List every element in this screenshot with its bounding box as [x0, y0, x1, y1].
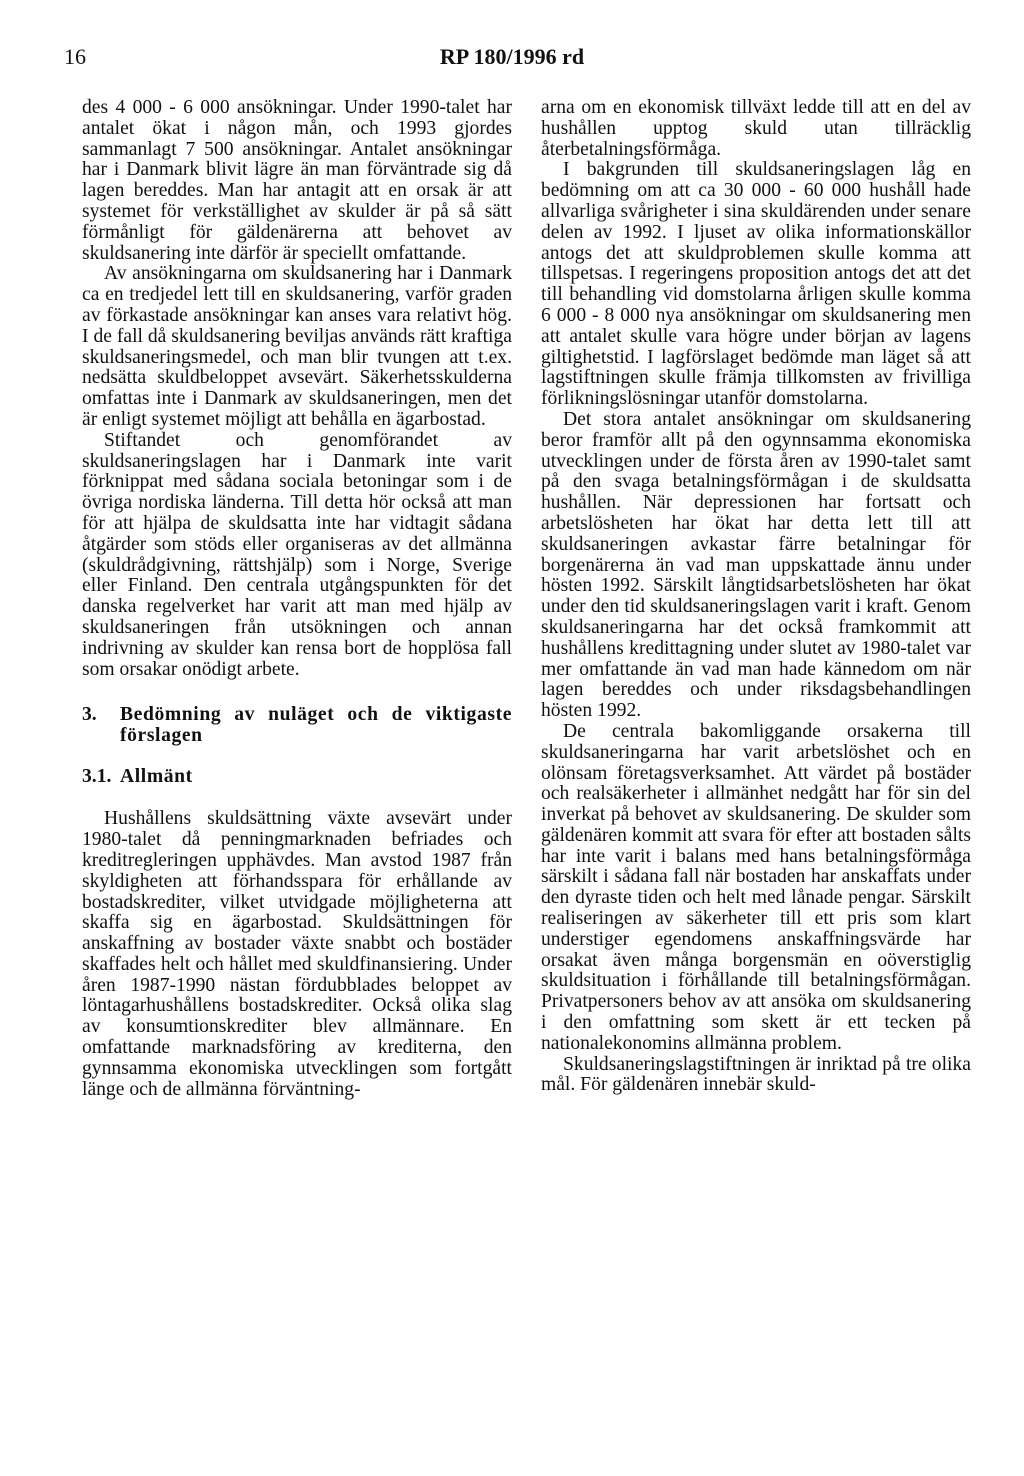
paragraph: Av ansökningarna om skuldsanering har i Danmark ca en tredjedel lett till en skuldsanering, varför graden av förkastade ansökningar kan anses vara relativt hög. I de fall då skuldsanering beviljas används rätt kraftiga skuldsaneringsmedel, och man blir tvungen att t.ex. nedsätta skuldbeloppet avsevärt. Säkerhetsskulderna omfattas inte i Danmark av skuldsaneringen, men det är enligt systemet möjligt att behålla en ägarbostad.: [82, 263, 512, 430]
paragraph: Stiftandet och genomförandet av skuldsaneringslagen har i Danmark inte varit förknippat med sådana sociala betoningar som i de övriga nordiska länderna. Till detta hör också att man för att hjälpa de skuldsatta inte har vidtagit sådana åtgärder som stöds eller organiseras av det allmänna (skuldrådgivning, rättshjälp) som i Norge, Sverige eller Finland. Den centrala utgångspunkten för det danska regelverket har varit att man med hjälp av skuldsaneringen från utsökningen och annan indrivning av skulder kan rensa bort de hopplösa fall som orsakar onödigt arbete.: [82, 429, 512, 680]
paragraph: des 4 000 - 6 000 ansökningar. Under 1990-talet har antalet ökat i någon mån, och 1993 gjordes sammanlagt 7 500 ansökningar. Antalet ansökningar har i Danmark blivit lägre än man förväntrade sig då lagen bereddes. Man har antagit att en orsak är att systemet för verkställighet av skulder är på så sätt förmånligt för gäldenärerna att behovet av skuldsanering inte därför är speciellt omfattande.: [82, 97, 512, 264]
paragraph: arna om en ekonomisk tillväxt ledde till att en del av hushållen upptog skuld utan tillräcklig återbetalningsförmåga.: [541, 97, 971, 160]
paragraph: Hushållens skuldsättning växte avsevärt under 1980-talet då penningmarknaden befriades och kreditregleringen upphävdes. Man avstod 1987 från skyldigheten att förhandsspara för erhållande av bostadskrediter, vilket utvidgade möjligheterna att skaffa sig en ägarbostad. Skuldsättningen för anskaffning av bostader växte snabbt och bostäder skaffades helt och hållet med skuldfinansiering. Under åren 1987-1990 nästan fördubblades beloppet av löntagarhushållens bostadskrediter. Också olika slag av konsumtionskrediter blev allmännare. En omfattande marknadsföring av krediterna, den gynnsamma ekonomiska utvecklingen som fortgått länge och de allmänna förväntning-: [82, 808, 512, 1100]
right-column: [541, 98, 971, 1096]
page-number: 16: [64, 44, 86, 69]
section-heading: [82, 704, 512, 746]
document-reference: RP 180/1996 rd: [439, 44, 585, 69]
paragraph: I bakgrunden till skuldsaneringslagen låg en bedömning om att ca 30 000 - 60 000 hushåll hade allvarliga svårigheter i sina skuldärenden under senare delen av 1992. I ljuset av olika informationskällor antogs det att skuldproblemen skulle komma att tillspetsas. I regeringens proposition antogs det att det till behandling vid domstolarna årligen skulle komma 6 000 - 8 000 nya ansökningar om skuldsanering men att antalet skulle vara högre under början av lagens giltighetstid. I lagförslaget bedömde man läget så att lagstiftningen skulle främja tillkomsten av frivilliga förlikningslösningar utanför domstolarna.: [541, 159, 971, 410]
subsection-heading: [82, 766, 512, 787]
subsection-title: Allmänt: [120, 766, 193, 788]
paragraph: De centrala bakomliggande orsakerna till skuldsaneringarna har varit arbetslöshet och en olönsam företagsverksamhet. Att värdet på bostäder och realsäkerheter i allmänhet nedgått har för sin del inverkat på behovet av skuldsanering. De skulder som gäldenären kommit att svara för efter att bostaden sålts har inte varit i balans med hans betalningsförmåga särskilt i sådana fall när bostaden har anskaffats under den dyraste tiden och helt med lånade pengar. Särskilt realiseringen av säkerheter till ett pris som klart understiger egendomens anskaffningsvärde har orsakat även många borgensmän en oöverstiglig skuldsituation i förhållande till betalningsförmågan. Privatpersoners behov av att ansöka om skuldsanering i den omfattning som skett är ett tecken på nationalekonomins allmänna problem.: [541, 720, 971, 1054]
section-number: 3.: [82, 704, 97, 726]
paragraph: Skuldsaneringslagstiftningen är inriktad på tre olika mål. För gäldenären innebär skuld-: [541, 1053, 971, 1096]
paragraph: Det stora antalet ansökningar om skuldsanering beror framför allt på den ogynnsamma ekonomiska utvecklingen under de första åren av 1990-talet samt på den svaga betalningsförmågan i de skuldsatta hushållen. När depressionen har fortsatt och arbetslösheten har ökat har detta lett till att skuldsaneringen avkastar färre betalningar för borgenärerna än vad man uppskattade ännu under hösten 1992. Särskilt långtidsarbetslösheten har ökat under den tid skuldsaneringslagen varit i kraft. Genom skuldsaneringarna har det också framkommit att hushållens kredittagning under slutet av 1980-talet var mer omfattande än vad man hade kännedom om när lagen bereddes och under riksdagsbehandlingen hösten 1992.: [541, 408, 971, 722]
section-title: Bedömning av nuläget och de viktigaste förslagen: [120, 704, 512, 747]
left-column: [82, 98, 512, 1100]
subsection-number: 3.1.: [82, 766, 112, 788]
